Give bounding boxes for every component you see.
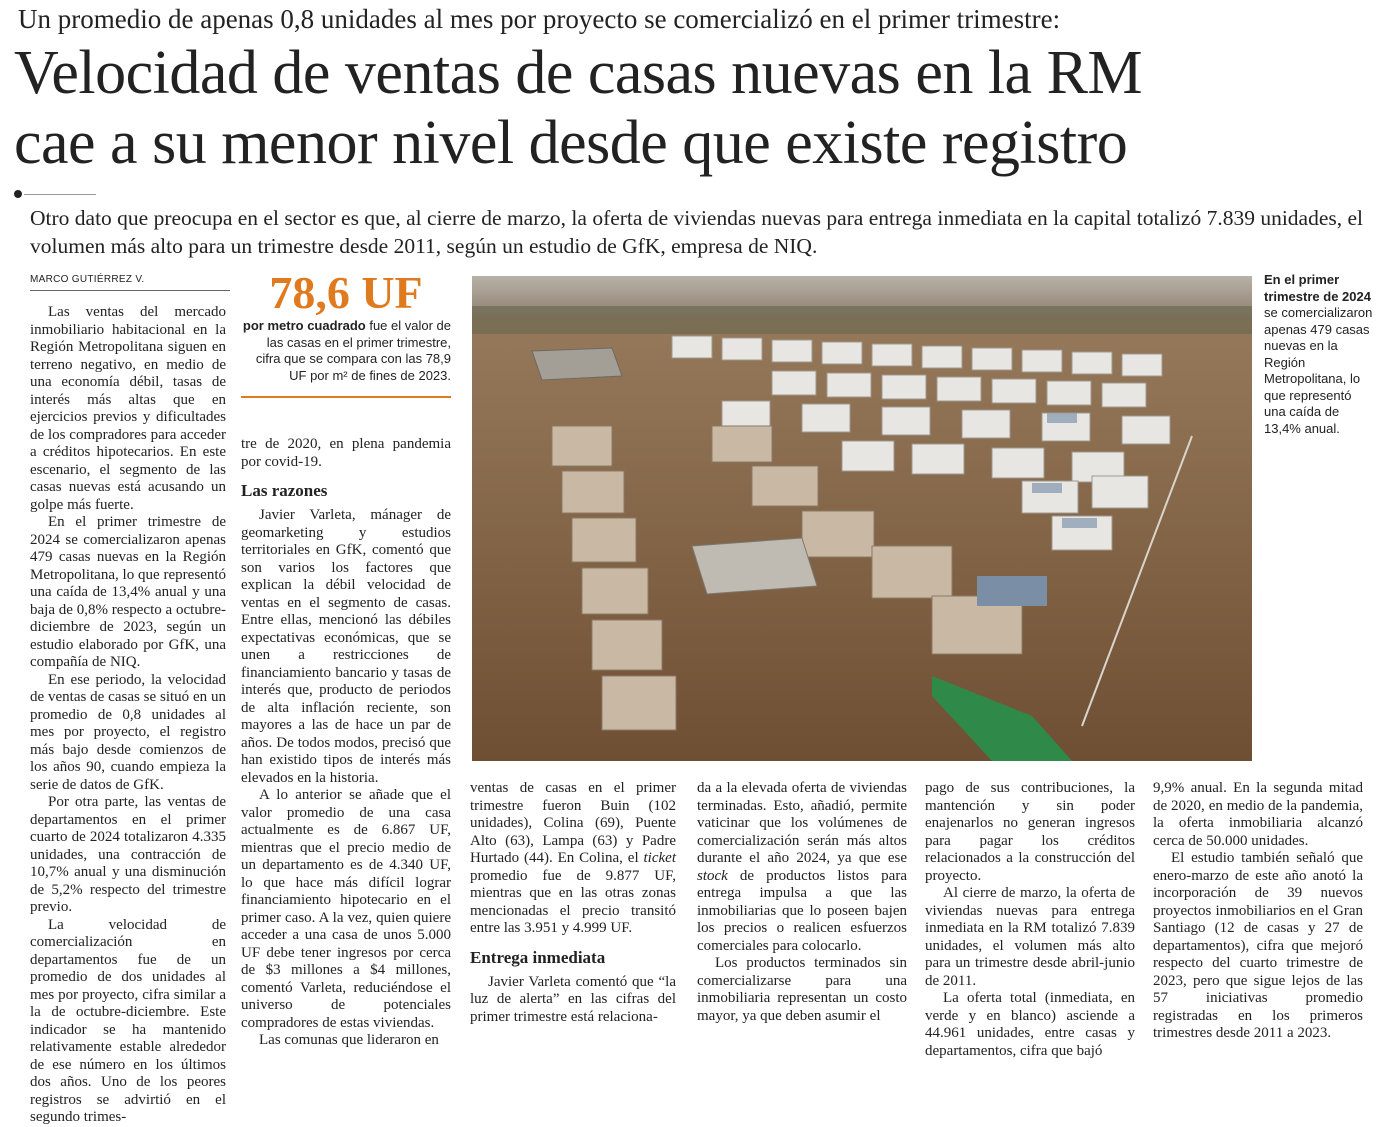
article-column-4: [697, 780, 907, 1025]
headline-line-1: Velocidad de ventas de casas nuevas en la RM: [14, 39, 1143, 107]
highlight-text: [241, 318, 451, 384]
paragraph: Javier Varleta, mánager de geomarketing y estudios territoriales en GfK, comentó que son varios los factores que explican la débil velocidad de ventas en el segmento de casas. Entre ellas, mencionó las débiles expectativas económicas, que se unen a restricciones de financiamiento bancario y tasas de interés que, producto de periodos de alta inflación reciente, son mayores a las de hace un par de años. De todos modos, precisó que han existido tipos de interés más elevados en la historia.: [241, 507, 451, 786]
photo-caption: [1264, 272, 1376, 437]
paragraph: Las ventas del mercado inmobiliario habitacional en la Región Metropolitana siguen en terreno negativo, en medio de una economía débil, tasas de interés más altas que en ejercicios previos y dificultades de los compradores para acceder a créditos hipotecarios. En este escenario, el segmento de las casas nuevas está acusando un golpe más fuerte.: [30, 304, 226, 513]
housing-construction-image: [472, 276, 1252, 761]
paragraph: La velocidad de comercialización en departamentos fue de un promedio de dos unidades al mes por proyecto, cifra similar a la de octubre-diciembre. Este indicador se ha mantenido relativamente estable alrededor de ese número en los últimos dos años. Uno de los peores registros se advirtió en el segundo trimes-: [30, 916, 226, 1125]
caption-body: se comercializaron apenas 479 casas nuevas en la Región Metropolitana, lo que representó una caída de 13,4% anual.: [1264, 305, 1373, 436]
paragraph: Las comunas que lideraron en: [259, 1032, 439, 1048]
headline-line-2: cae a su menor nivel desde que existe registro: [14, 109, 1128, 177]
paragraph: Al cierre de marzo, la oferta de viviendas nuevas para entrega inmediata en la RM totalizó 7.839 unidades, el volumen más alto para un trimestre desde abril-junio de 2011.: [925, 885, 1135, 989]
highlight-body: fue el valor de las casas en el primer trimestre, cifra que se compara con las 78,9 UF por m² de fines de 2023.: [255, 318, 451, 383]
subheading-las-razones: Las razones: [241, 481, 328, 500]
paragraph: pago de sus contribuciones, la mantención y sin poder enajenarlos no generan ingresos para pagar los créditos relacionados a la construcción del proyecto.: [925, 780, 1135, 884]
highlight-figure: 78,6 UF: [269, 267, 423, 318]
paragraph-emphasis: ticket: [643, 850, 676, 866]
article-column-2: [241, 436, 451, 1050]
paragraph-part: promedio fue de 9.877 UF, mientras que en las otras zonas mencionadas el precio transitó entre las 3.951 y 4.999 UF.: [470, 867, 676, 936]
paragraph: [697, 780, 907, 955]
paragraph: Por otra parte, las ventas de departamentos en el primer cuarto de 2024 totalizaron 4.335 unidades, una contracción de 10,7% anual y una disminución de 5,2% respecto del trimestre previo.: [30, 794, 226, 915]
subheading-entrega-inmediata: Entrega inmediata: [470, 947, 606, 967]
article-column-1: [30, 304, 226, 1127]
article-column-5: [925, 780, 1135, 1060]
paragraph: tre de 2020, en plena pandemia por covid-19.: [241, 436, 451, 470]
paragraph: 9,9% anual. En la segunda mitad de 2020, en medio de la pandemia, la oferta inmobiliaria alcanzó cerca de 50.000 unidades.: [1153, 780, 1363, 849]
byline-divider: [30, 290, 230, 291]
paragraph-part: de productos listos para entrega impulsa a que las inmobiliarias que lo poseen bajen los precios o realicen esfuerzos comerciales para colocarlo.: [697, 867, 907, 954]
deck: Otro dato que preocupa en el sector es que, al cierre de marzo, la oferta de viviendas nuevas para entrega inmediata en la capital totalizó 7.839 unidades, el volumen más alto para un trimestre desde 2011, según un estudio de GfK, empresa de NIQ.: [30, 206, 1364, 258]
paragraph-part: ventas de casas en el primer trimestre fueron Buin (102 unidades), Colina (69), Puente Alto (63), Lampa (63) y Padre Hurtado (44). En Colina, el: [470, 780, 676, 866]
article-column-3: [470, 780, 676, 1026]
highlight-bold: por metro cuadrado: [242, 318, 366, 333]
paragraph: Los productos terminados sin comercializarse para una inmobiliaria representan un costo mayor, ya que deben asumir el: [697, 955, 907, 1024]
aerial-photo: [472, 276, 1252, 761]
article-column-6: [1153, 780, 1363, 1043]
paragraph: [470, 780, 676, 938]
section-bullet-icon: [14, 190, 22, 198]
headline: [14, 38, 1384, 178]
byline: MARCO GUTIÉRREZ V.: [30, 274, 145, 285]
section-divider: [24, 194, 96, 195]
paragraph: En ese periodo, la velocidad de ventas de casas se situó en un promedio de 0,8 unidades al mes por proyecto, el registro más bajo desde comienzos de los años 90, cuando empieza la serie de datos de GfK.: [30, 671, 226, 793]
highlight-divider: [241, 396, 451, 398]
paragraph-part: da a la elevada oferta de viviendas terminadas. Esto, añadió, permite vaticinar que los volúmenes de comercialización serán más altos durante el año 2024, ya que ese: [697, 780, 907, 866]
paragraph: A lo anterior se añade que el valor promedio de una casa actualmente es de 6.867 UF, mientras que el precio medio de un departamento es de 4.340 UF, lo que hace más difícil lograr financiamiento hipotecario en el primer caso. A la vez, quien quiere acceder a una casa de unos 5.000 UF debe tener ingresos por cerca de $3 millones a $4 millones, comentó Varleta, reduciéndose el universo de potenciales compradores de estas viviendas.: [241, 787, 451, 1031]
paragraph: Javier Varleta comentó que “la luz de alerta” en las cifras del primer trimestre está relaciona-: [470, 973, 676, 1025]
caption-bold: En el primer trimestre de 2024: [1264, 272, 1371, 304]
paragraph-emphasis: stock: [697, 867, 728, 884]
paragraph: El estudio también señaló que enero-marzo de este año anotó la incorporación de 39 nuevos proyectos inmobiliarios en el Gran Santiago (12 de casas y 27 de departamentos), cifra que mejoró respecto del cuarto trimestre de 2023, pero que sigue lejos de las 57 iniciativas promedio registradas en los primeros trimestres desde 2011 a 2023.: [1153, 850, 1363, 1041]
paragraph: La oferta total (inmediata, en verde y en blanco) asciende a 44.961 unidades, entre casas y departamentos, cifra que bajó: [925, 990, 1135, 1059]
paragraph: En el primer trimestre de 2024 se comercializaron apenas 479 casas nuevas en la Región Metropolitana, lo que representó una caída de 13,4% anual y una baja de 0,8% respecto a octubre-diciembre de 2023, según un estudio elaborado por GfK, una compañía de NIQ.: [30, 514, 226, 670]
kicker: Un promedio de apenas 0,8 unidades al mes por proyecto se comercializó en el primer trimestre:: [18, 4, 1061, 34]
